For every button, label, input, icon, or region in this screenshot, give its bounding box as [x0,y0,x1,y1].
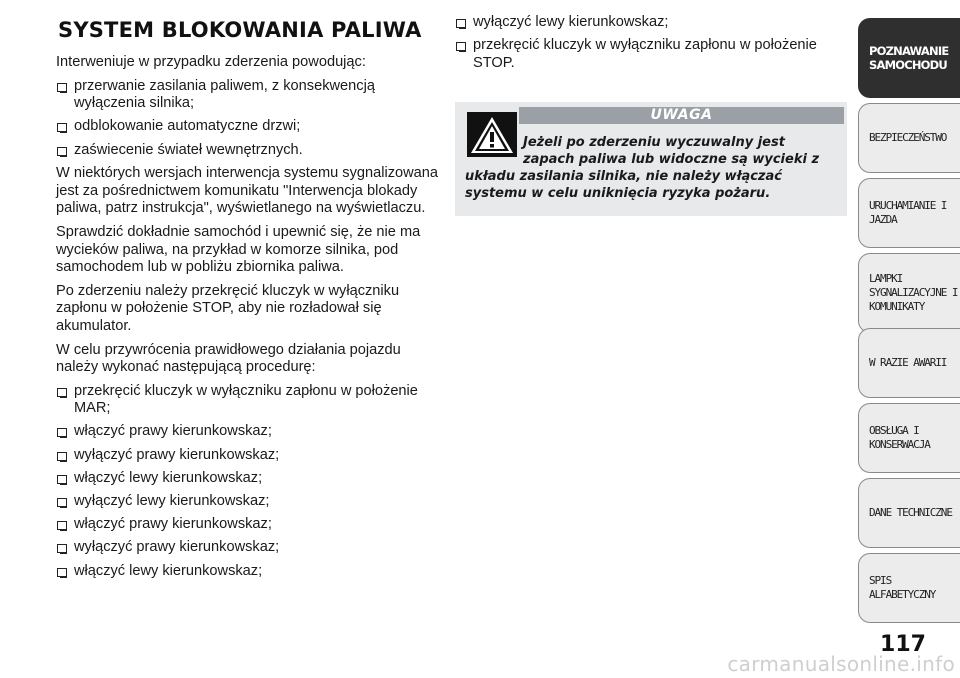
chapter-tabs [858,0,960,610]
checkbox-bullet-icon [57,428,67,437]
checkbox-bullet-icon [57,521,67,530]
checkbox-bullet-icon [57,475,67,484]
checkbox-bullet-icon [57,452,67,461]
checkbox-bullet-icon [57,83,67,92]
procedure-list-continued [455,14,847,72]
warning-header: UWAGA [519,107,844,124]
right-column [455,14,847,78]
tab-w-razie-awarii[interactable]: W RAZIE AWARII [858,328,960,398]
warning-text: Jeżeli po zderzeniu wyczuwalny jest zapach paliwa lub widoczne są wycieki z układu zasilania silnika, nie należy włączać systemu w celu uniknięcia ryzyka pożaru. [465,135,820,201]
procedure-list [56,383,444,581]
tab-spis-alfabetyczny[interactable]: SPIS ALFABETYCZNY [858,553,960,623]
list-item: wyłączyć lewy kierunkowskaz; [56,493,444,511]
paragraph: Sprawdzić dokładnie samochód i upewnić się, że nie ma wycieków paliwa, na przykład w komorze silnika, pod samochodem lub w pobliżu zbiornika paliwa. [56,223,421,276]
checkbox-bullet-icon [57,123,67,132]
tab-lampki-sygnalizacyjne[interactable]: LAMPKI SYGNALIZACYJNE I KOMUNIKATY [858,253,960,333]
paragraph: W celu przywrócenia prawidłowego działania pojazdu należy wykonać następującą procedurę: [56,341,401,376]
list-item: przekręcić kluczyk w wyłączniku zapłonu w położenie STOP. [455,37,847,72]
left-column [56,14,444,586]
checkbox-bullet-icon [57,568,67,577]
list-item: włączyć prawy kierunkowskaz; [56,516,444,534]
list-item: przerwanie zasilania paliwem, z konsekwencją wyłączenia silnika; [56,78,444,113]
list-item: wyłączyć lewy kierunkowskaz; [455,14,847,32]
list-item: przekręcić kluczyk w wyłączniku zapłonu w położenie MAR; [56,383,444,418]
tab-uruchamianie-i-jazda[interactable]: URUCHAMIANIE I JAZDA [858,178,960,248]
checkbox-bullet-icon [57,544,67,553]
intro-paragraph: Interweniuje w przypadku zderzenia powodując: [56,54,366,70]
list-item: zaświecenie świateł wewnętrznych. [56,142,444,160]
tab-poznawanie-samochodu[interactable]: POZNAWANIE SAMOCHODU [858,18,960,98]
list-item: włączyć prawy kierunkowskaz; [56,423,444,441]
checkbox-bullet-icon [57,147,67,156]
list-item: włączyć lewy kierunkowskaz; [56,563,444,581]
tab-dane-techniczne[interactable]: DANE TECHNICZNE [858,478,960,548]
watermark: carmanualsonline.info [727,652,955,676]
paragraph: W niektórych wersjach interwencja systemu sygnalizowana jest za pośrednictwem komunikatu "Interwencja blokady paliwa, patrz instrukcja", wyświetlanego na wyświetlaczu. [56,165,439,217]
warning-box [455,102,847,216]
list-item: włączyć lewy kierunkowskaz; [56,470,444,488]
effects-list [56,78,444,160]
tab-bezpieczenstwo[interactable]: BEZPIECZEŃSTWO [858,103,960,173]
paragraph: Po zderzeniu należy przekręcić kluczyk w wyłączniku zapłonu w położenie STOP, aby nie rozładował się akumulator. [56,282,400,334]
page-number: 117 [880,632,926,657]
checkbox-bullet-icon [456,42,466,51]
tab-obsluga-i-konserwacja[interactable]: OBSŁUGA I KONSERWACJA [858,403,960,473]
checkbox-bullet-icon [57,388,67,397]
list-item: wyłączyć prawy kierunkowskaz; [56,539,444,557]
list-item: odblokowanie automatyczne drzwi; [56,118,444,136]
checkbox-bullet-icon [456,19,466,28]
list-item: wyłączyć prawy kierunkowskaz; [56,447,444,465]
checkbox-bullet-icon [57,498,67,507]
page-title: SYSTEM BLOKOWANIA PALIWA [58,18,422,42]
